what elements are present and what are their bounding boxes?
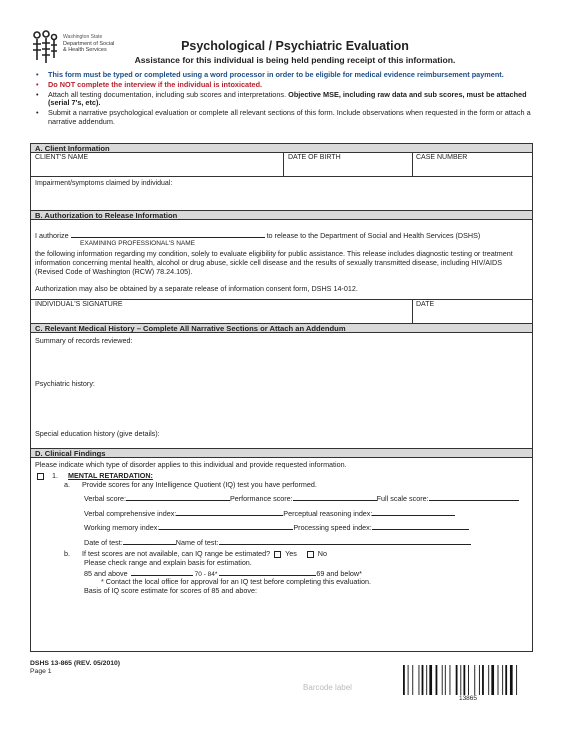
agency-name — [63, 34, 114, 54]
contact-note: * Contact the local office for approval for an IQ test before completing this evaluation. — [101, 577, 371, 586]
signature-label: INDIVIDUAL'S SIGNATURE — [35, 301, 123, 308]
section-d-heading: D. Clinical Findings — [31, 448, 532, 458]
barcode-bar — [445, 665, 446, 695]
agency-state: Washington State — [63, 34, 103, 40]
divider — [31, 176, 532, 177]
release-paragraph: the following information regarding my condition, solely to evaluate eligibility for public assistance. This release includes diagnostic testing or treatment information concerning mental health, alcohol or drug abuse, sickle cell disease and the results of sexually transmitted disease, including HIV/AIDS (Revised Code of Washington (RCW) 78.24.105). — [35, 249, 513, 276]
name-of-test-label: Name of test: — [175, 538, 219, 547]
barcode-bar — [479, 665, 480, 695]
barcode-bar — [419, 665, 420, 695]
agency-line1: Department of Social — [63, 40, 115, 47]
range-85-label: 85 and above — [84, 569, 128, 578]
authorize-label: I authorize — [35, 231, 69, 240]
footer-info — [30, 660, 120, 676]
barcode-bar — [436, 665, 438, 695]
barcode-bar — [468, 665, 469, 695]
processing-field[interactable] — [372, 522, 469, 530]
client-name-label: CLIENT'S NAME — [35, 154, 89, 161]
range-70-field[interactable] — [219, 568, 316, 576]
case-number-label: CASE NUMBER — [416, 154, 468, 161]
barcode-bar — [463, 665, 465, 695]
verbal-score-field[interactable] — [126, 493, 230, 501]
verbal-comp-label: Verbal comprehensive index: — [84, 509, 177, 518]
evaluation-form — [30, 143, 533, 652]
section-c-heading: C. Relevant Medical History – Complete All Narrative Sections or Attach an Addendum — [31, 323, 532, 333]
barcode-bar — [403, 665, 405, 695]
form-number: DSHS 13-865 (REV. 05/2010) — [30, 660, 121, 667]
disorder-intro: Please indicate which type of disorder applies to this individual and provide requested information. — [35, 460, 347, 469]
divider — [412, 153, 413, 176]
page-title: Psychological / Psychiatric Evaluation — [181, 39, 409, 53]
divider — [412, 299, 413, 323]
impairment-label: Impairment/symptoms claimed by individual: — [35, 180, 173, 187]
barcode-bar — [488, 665, 489, 695]
iq-row-1 — [84, 493, 519, 503]
examiner-name-field[interactable] — [71, 230, 265, 238]
examiner-name-label: EXAMINING PROFESSIONAL'S NAME — [80, 240, 196, 247]
item-b-letter: b. — [64, 549, 70, 558]
authorize-line — [35, 230, 530, 240]
verbal-score-label: Verbal score: — [84, 494, 126, 503]
full-scale-field[interactable] — [429, 493, 519, 501]
performance-score-field[interactable] — [293, 493, 377, 501]
iq-estimate-yes-checkbox[interactable] — [274, 551, 281, 558]
working-memory-label: Working memory index: — [84, 523, 160, 532]
perceptual-field[interactable] — [372, 508, 455, 516]
section-a-heading: A. Client Information — [31, 143, 532, 153]
barcode-bar — [460, 665, 461, 695]
yes-label: Yes — [285, 549, 297, 558]
instruction-emphasis: Objective MSE, including raw data and sub scores, must be attached (serial 7's, etc). — [48, 89, 527, 108]
iq-row-2 — [84, 508, 455, 518]
basis-label: Basis of IQ score estimate for scores of 85 and above: — [84, 586, 257, 595]
barcode-bar — [498, 665, 499, 695]
instruction-text: Attach all testing documentation, including sub scores and interpretations. — [48, 89, 287, 99]
dshs-logo-icon — [30, 30, 60, 66]
performance-score-label: Performance score: — [229, 494, 293, 503]
section-b-heading: B. Authorization to Release Information — [31, 210, 532, 220]
item-a-text: Provide scores for any Intelligence Quotient (IQ) test you have performed. — [82, 480, 317, 489]
signature-date-label: DATE — [416, 301, 435, 308]
divider — [283, 153, 284, 176]
range-70-label: 70 - 84* — [194, 571, 218, 578]
barcode-bar — [442, 665, 443, 695]
dob-label: DATE OF BIRTH — [288, 154, 341, 161]
barcode-bar — [426, 665, 427, 695]
agency-line2: & Health Services — [63, 47, 107, 53]
instruction-item: • Submit a narrative psychological evaluation or complete all relevant sections of this form. Include observations when requested in the form or attach a narrative addendum. — [36, 109, 532, 127]
barcode-icon — [403, 665, 533, 695]
page-subtitle: Assistance for this individual is being held pending receipt of this information. — [134, 55, 456, 65]
special-ed-label: Special education history (give details): — [35, 429, 160, 438]
dshs-logo — [30, 30, 125, 70]
release-to-label: to release to the Department of Social and Health Services (DSHS) — [266, 231, 481, 240]
barcode-label: Barcode label — [303, 683, 352, 692]
page-number: Page 1 — [30, 668, 52, 675]
barcode-bar — [516, 665, 517, 695]
barcode-bar — [456, 665, 458, 695]
barcode-bar — [422, 665, 424, 695]
barcode-bar — [412, 665, 413, 695]
barcode-bar — [502, 665, 503, 695]
instructions-list — [36, 71, 532, 128]
barcode-bar — [482, 665, 484, 695]
barcode-bar — [505, 665, 507, 695]
barcode-bar — [474, 665, 475, 695]
divider — [31, 299, 532, 300]
mental-retardation-checkbox[interactable] — [37, 473, 44, 480]
name-of-test-field[interactable] — [219, 537, 471, 545]
no-label: No — [317, 549, 327, 558]
iq-row-4 — [84, 537, 471, 547]
date-of-test-label: Date of test: — [84, 538, 123, 547]
barcode-bar — [408, 665, 409, 695]
item-a-row — [64, 480, 317, 489]
instruction-item: • This form must be typed or completed using a word processor in order to be eligible for medical evidence reimbursement payment. — [36, 71, 532, 80]
item-1-number: 1. — [52, 471, 58, 480]
range-85-field[interactable] — [131, 568, 193, 576]
barcode-bar — [450, 665, 451, 695]
psychiatric-history-label: Psychiatric history: — [35, 379, 95, 388]
item-1-row — [35, 471, 153, 480]
item-a-letter: a. — [64, 480, 70, 489]
range-69-label: 69 and below* — [316, 569, 362, 578]
separate-release-note: Authorization may also be obtained by a separate release of information consent form, DSHS 14-012. — [35, 284, 358, 293]
summary-label: Summary of records reviewed: — [35, 336, 133, 345]
verbal-comp-field[interactable] — [176, 508, 283, 516]
barcode-bar — [510, 665, 513, 695]
barcode-bar — [491, 665, 494, 695]
instruction-item: • Do NOT complete the interview if the individual is intoxicated. — [36, 81, 532, 90]
barcode-bar — [429, 665, 432, 695]
iq-row-3 — [84, 522, 469, 532]
item-b-row — [64, 549, 327, 558]
instruction-item — [36, 91, 532, 109]
full-scale-label: Full scale score: — [376, 494, 429, 503]
check-range-text: Please check range and explain basis for estimation. — [84, 558, 252, 567]
barcode-number: 13865 — [458, 695, 478, 702]
item-b-text: If test scores are not available, can IQ range be estimated? — [82, 549, 271, 558]
perceptual-label: Perceptual reasoning index: — [283, 509, 373, 518]
iq-estimate-no-checkbox[interactable] — [307, 551, 314, 558]
item-1-title: MENTAL RETARDATION: — [68, 471, 153, 480]
processing-label: Processing speed index: — [293, 523, 372, 532]
working-memory-field[interactable] — [159, 522, 293, 530]
date-of-test-field[interactable] — [123, 537, 176, 545]
